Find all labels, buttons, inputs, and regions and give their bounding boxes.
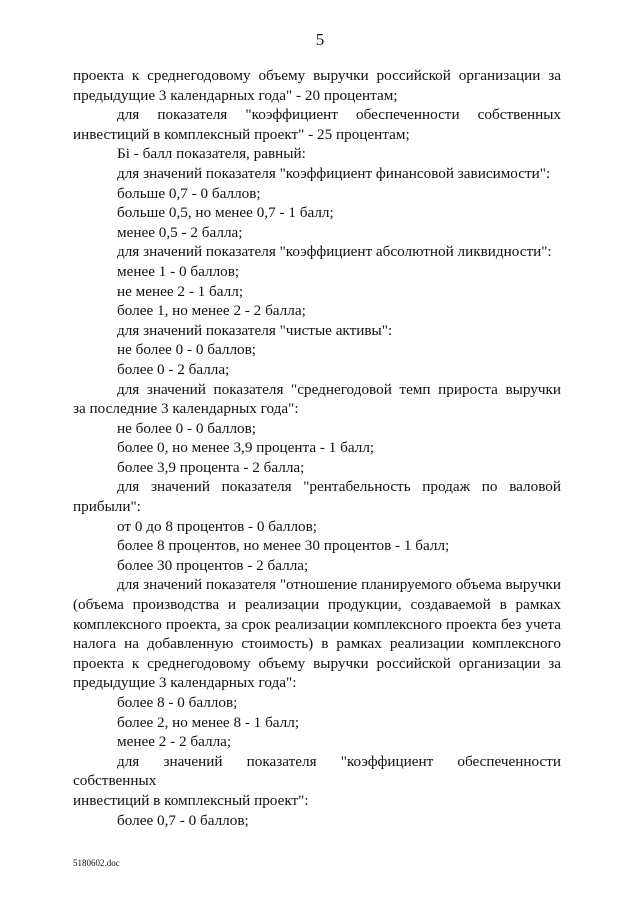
text-line: более 2, но менее 8 - 1 балл; <box>117 713 300 731</box>
text-line: для значений показателя "коэффициент финансовой зависимости": <box>117 164 551 182</box>
text-line: менее 1 - 0 баллов; <box>117 262 240 280</box>
text-line: не более 0 - 0 баллов; <box>117 419 257 437</box>
document-body <box>73 66 561 830</box>
document-filename: 5180602.doc <box>73 858 120 868</box>
text-line: инвестиций в комплексный проект" - 25 процентам; <box>73 125 410 143</box>
text-line: более 30 процентов - 2 балла; <box>117 556 309 574</box>
text-line: более 0 - 2 балла; <box>117 360 230 378</box>
text-line: больше 0,7 - 0 баллов; <box>117 184 261 202</box>
text-line: налога на добавленную стоимость) в рамках реализации комплексного <box>73 635 561 653</box>
text-line: больше 0,5, но менее 0,7 - 1 балл; <box>117 204 334 222</box>
text-line: для значений показателя "коэффициент абсолютной ликвидности": <box>117 243 552 261</box>
text-line: для значений показателя "отношение планируемого объема выручки <box>117 576 561 594</box>
text-line: более 0, но менее 3,9 процента - 1 балл; <box>117 439 375 457</box>
text-line: для значений показателя "коэффициент обеспеченности собственных <box>73 752 561 790</box>
text-line: более 3,9 процента - 2 балла; <box>117 458 305 476</box>
text-line: комплексного проекта, за срок реализации комплексного проекта без учета <box>73 615 561 633</box>
text-line: Бi - балл показателя, равный: <box>117 145 306 163</box>
text-line: прибыли": <box>73 498 141 516</box>
text-line: за последние 3 календарных года": <box>73 400 299 418</box>
text-line: инвестиций в комплексный проект": <box>73 791 309 809</box>
text-line: менее 2 - 2 балла; <box>117 733 232 751</box>
text-line: более 8 - 0 баллов; <box>117 694 238 711</box>
text-line: предыдущие 3 календарных года": <box>73 674 297 692</box>
text-line: проекта к среднегодовому объему выручки российской организации за <box>73 654 561 672</box>
text-line: не менее 2 - 1 балл; <box>117 282 244 300</box>
text-line: (объема производства и реализации продукции, создаваемой в рамках <box>73 596 561 614</box>
text-line: проекта к среднегодовому объему выручки российской организации за <box>73 67 561 84</box>
text-line: для значений показателя "среднегодовой темп прироста выручки <box>117 380 561 398</box>
text-line: для значений показателя "рентабельность продаж по валовой <box>117 478 561 496</box>
text-line: более 0,7 - 0 баллов; <box>117 811 249 829</box>
text-line: не более 0 - 0 баллов; <box>117 341 257 359</box>
page-number: 5 <box>315 30 325 49</box>
text-line: более 8 процентов, но менее 30 процентов - 1 балл; <box>117 537 450 555</box>
text-line: более 1, но менее 2 - 2 балла; <box>117 302 306 320</box>
text-line: для показателя "коэффициент обеспеченности собственных <box>117 106 561 124</box>
text-line: от 0 до 8 процентов - 0 баллов; <box>117 517 318 535</box>
text-line: менее 0,5 - 2 балла; <box>117 223 243 241</box>
text-line: предыдущие 3 календарных года" - 20 процентам; <box>73 86 398 104</box>
text-line: для значений показателя "чистые активы": <box>117 321 393 339</box>
